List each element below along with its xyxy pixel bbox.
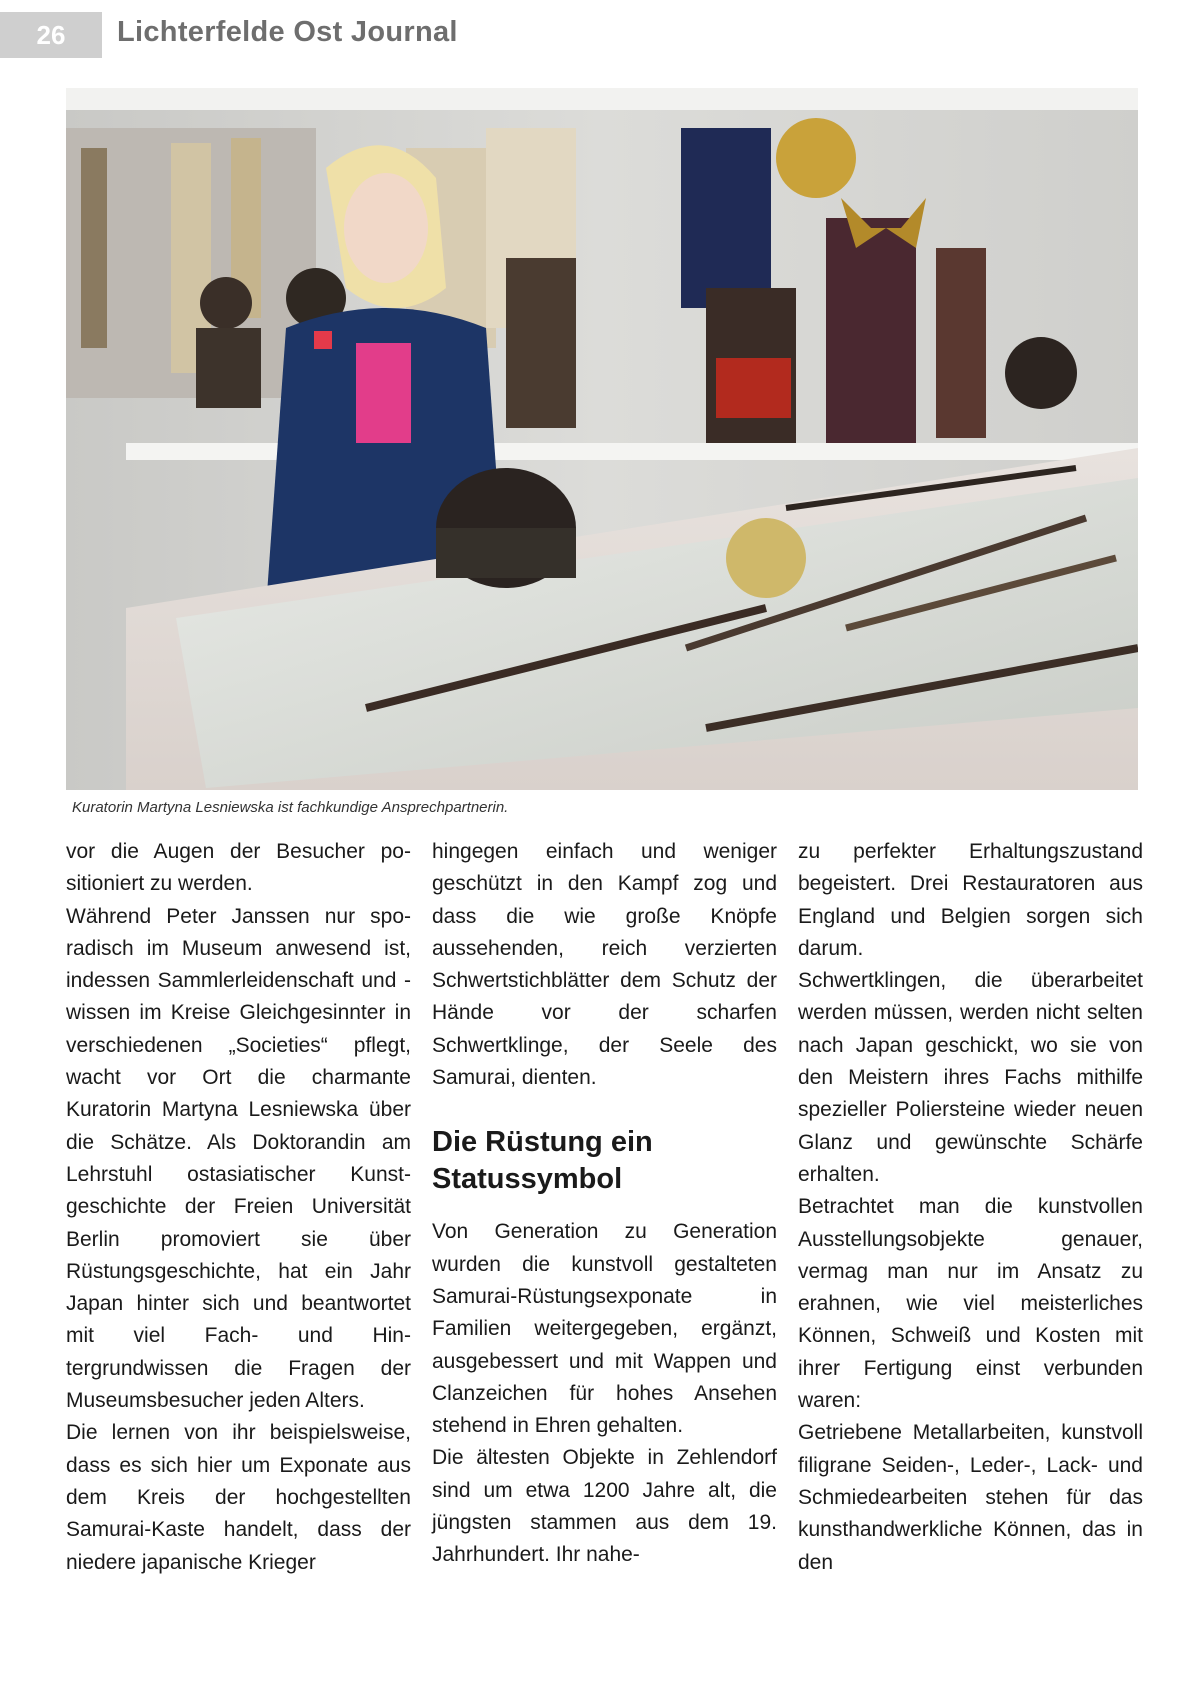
paragraph: Betrachtet man die kunstvollen Ausstellungsobjekte genauer, vermag man nur im Ansatz zu erahnen, wie viel meisterliches Können, Schweiß und Kosten mit ihrer Fertigung einst verbunden waren: [798,1195,1143,1413]
paragraph: Die ältesten Objekte in Zehlendorf sind um etwa 1200 Jahre alt, die jüngsten stammen aus dem 19. Jahrhundert. Ihr nahe- [432,1446,777,1567]
photo-caption: Kuratorin Martyna Lesniewska ist fachkundige Ansprechpartnerin. [72,799,509,816]
article-photo [66,88,1138,790]
journal-title: Lichterfelde Ost Journal [117,16,458,48]
paragraph: Die lernen von ihr beispielsweise, dass es sich hier um Exponate aus dem Kreis der hochgestellten Samurai-Kaste handelt, dass der niedere japanische Krieger [66,1421,411,1574]
paragraph: zu perfekter Erhaltungszustand begeistert. Drei Restauratoren aus England und Belgien sorgen sich darum. [798,840,1143,960]
paragraph: hingegen einfach und weniger geschützt in den Kampf zog und dass die wie große Knöpfe aussehenden, reich verzierten Schwertstichblätter dem Schutz der Hände vor der scharfen Schwertklinge, der Seele des Samurai, dienten. [432,840,777,1090]
article-column-1 [66,836,411,1579]
paragraph: Getriebene Metallarbeiten, kunstvoll filigrane Seiden-, Leder-, Lack- und Schmiedearbeiten stehen für das kunsthandwerkliche Können, das in den [798,1421,1143,1574]
paragraph: Von Generation zu Generation wurden die kunstvoll gestalteten Samurai-Rüstungsexponate in Familien weitergegeben, ergänzt, ausgebessert und mit Wappen und Clanzeichen für hohes Ansehen stehend in Ehren gehalten. [432,1220,777,1438]
paragraph: Schwertklingen, die überarbeitet werden müssen, werden nicht selten nach Japan geschickt, wo sie von den Meistern ihres Fachs mithilfe spezieller Poliersteine wieder neuen Glanz und gewünschte Schärfe erhalten. [798,969,1143,1186]
subheading: Die Rüstung ein Statussymbol [432,1126,653,1196]
paragraph: Während Peter Janssen nur sporadisch im Museum anwesend ist, indessen Sammlerleidenschaft und -wissen im Kreise Gleichgesinnter in verschiedenen „Societies“ pflegt, wacht vor Ort die charmante Kuratorin Martyna Lesniewska über die Schätze. Als Doktorandin am Lehrstuhl ostasiatischer Kunstgeschichte der Freien Universität Berlin promoviert sie über Rüstungsgeschichte, hat ein Jahr Japan hinter sich und beantwortet mit viel Fach- und Hintergrundwissen die Fragen der Museumsbesucher jeden Alters. [66,904,411,1413]
article-column-3 [798,836,1143,1579]
page-number: 26 [0,12,102,58]
paragraph: vor die Augen der Besucher positioniert zu werden. [66,840,411,896]
article-column-2 [432,836,777,1572]
